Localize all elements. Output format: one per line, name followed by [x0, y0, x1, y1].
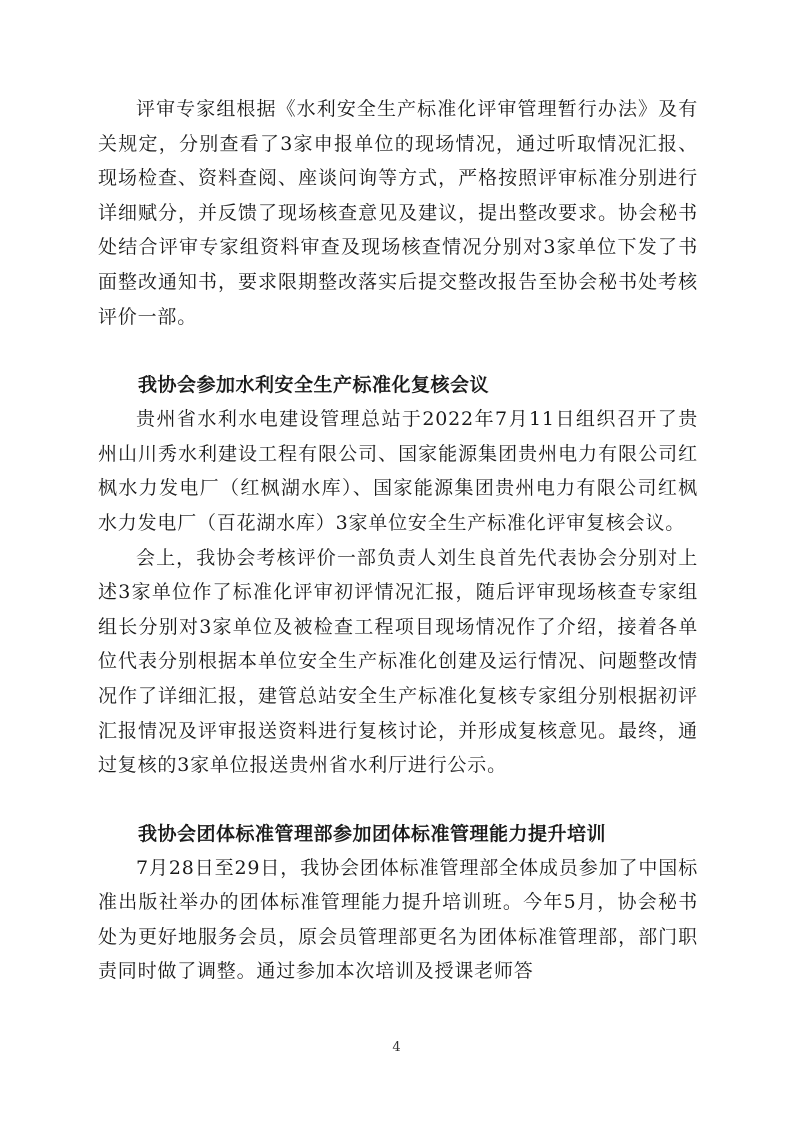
body-paragraph: 贵州省水利水电建设管理总站于2022年7月11日组织召开了贵州山川秀水利建设工程有限公司、国家能源集团贵州电力有限公司红枫水力发电厂（红枫湖水库）、国家能源集团贵州电力有限公司红枫水力发电厂（百花湖水库）3家单位安全生产标准化评审复核会议。	[98, 408, 698, 534]
section-heading: 我协会团体标准管理部参加团体标准管理能力提升培训	[138, 822, 607, 845]
section-heading: 我协会参加水利安全生产标准化复核会议	[138, 374, 490, 397]
page-number: 4	[392, 1040, 401, 1055]
body-paragraph: 会上，我协会考核评价一部负责人刘生良首先代表协会分别对上述3家单位作了标准化评审初评情况汇报，随后评审现场核查专家组组长分别对3家单位及被检查工程项目现场情况作了介绍，接着各单位代表分别根据本单位安全生产标准化创建及运行情况、问题整改情况作了详细汇报，建管总站安全生产标准化复核专家组分别根据初评汇报情况及评审报送资料进行复核讨论，并形成复核意见。最终，通过复核的3家单位报送贵州省水利厅进行公示。	[98, 546, 698, 777]
body-paragraph: 7月28日至29日，我协会团体标准管理部全体成员参加了中国标准出版社举办的团体标准管理能力提升培训班。今年5月，协会秘书处为更好地服务会员，原会员管理部更名为团体标准管理部，部门职责同时做了调整。通过参加本次培训及授课老师答	[98, 856, 698, 983]
document-body	[98, 92, 698, 989]
body-paragraph: 评审专家组根据《水利安全生产标准化评审管理暂行办法》及有关规定，分别查看了3家申报单位的现场情况，通过听取情况汇报、现场检查、资料查阅、座谈问询等方式，严格按照评审标准分别进行详细赋分，并反馈了现场核查意见及建议，提出整改要求。协会秘书处结合评审专家组资料审查及现场核查情况分别对3家单位下发了书面整改通知书，要求限期整改落实后提交整改报告至协会秘书处考核评价一部。	[98, 98, 698, 328]
section-spacer	[98, 334, 698, 368]
section-spacer	[98, 783, 698, 817]
